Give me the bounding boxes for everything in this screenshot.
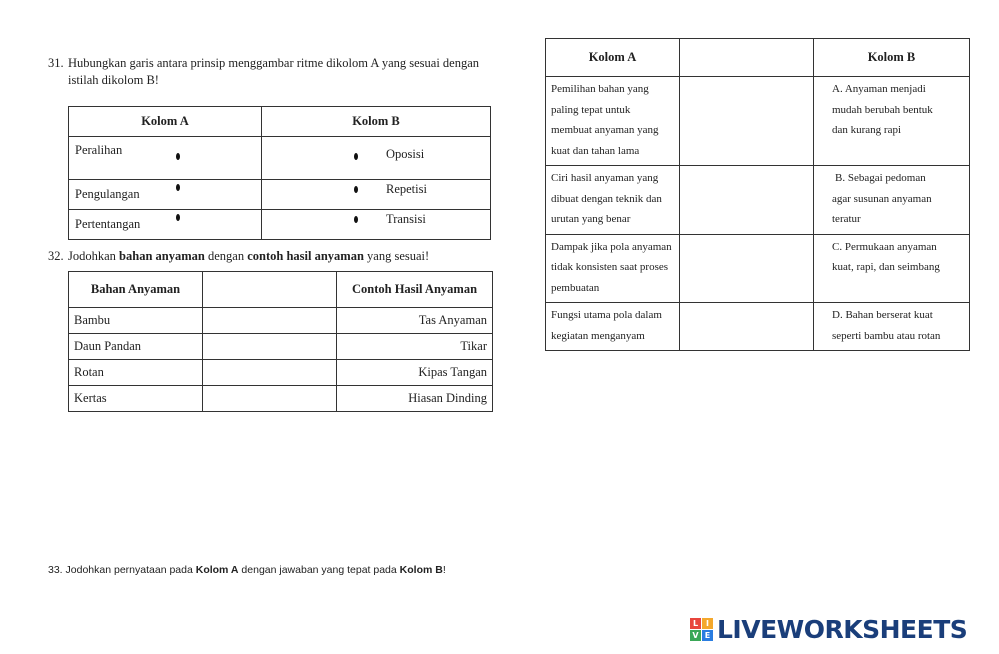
q31-a-match-dot[interactable] [176,184,180,191]
table-row [546,234,970,303]
q31-number: 31. [48,56,64,70]
q33-answer-cell[interactable] [680,77,814,166]
q33-table [545,38,970,351]
q32-answer-cell[interactable] [203,334,337,360]
q32-table [68,271,493,412]
q33-answer-cell[interactable] [680,166,814,235]
q33-statement: Ciri hasil anyaman yang dibuat dengan teknik dan urutan yang benar [546,166,680,235]
q32-answer-cell[interactable] [203,386,337,412]
q31-b-match-dot[interactable] [354,153,358,160]
liveworksheets-logo [690,612,967,646]
table-row [69,180,491,210]
q31-b-item: Transisi [386,212,426,226]
q33-statement: Pemilihan bahan yang paling tepat untuk membuat anyaman yang kuat dan tahan lama [546,77,680,166]
q31-a-item: Pertentangan [75,217,141,231]
logo-text: LIVEWORKSHEETS [717,614,968,644]
q31-header-a: Kolom A [69,107,262,137]
q32-material: Bambu [69,308,203,334]
table-row [69,137,491,180]
q32-header-b: Contoh Hasil Anyaman [337,272,493,308]
table-row [69,360,493,386]
q33-answer-cell[interactable] [680,234,814,303]
q31-b-match-dot[interactable] [354,186,358,193]
q31-a-match-dot[interactable] [176,153,180,160]
q32-answer-header-blank [203,272,337,308]
q32-example: Kipas Tangan [337,360,493,386]
q33-option: C. Permukaan anyaman kuat, rapi, dan seimbang [814,234,970,303]
table-row [69,334,493,360]
q31-b-item: Oposisi [386,147,425,161]
q31-header-b: Kolom B [262,107,491,137]
q33-answer-header-blank [680,39,814,77]
q33-statement: Dampak jika pola anyaman tidak konsisten saat proses pembuatan [546,234,680,303]
q33-statement: Fungsi utama pola dalam kegiatan menganyam [546,303,680,351]
q33-header-a: Kolom A [546,39,680,77]
q32-material: Daun Pandan [69,334,203,360]
q33-answer-cell[interactable] [680,303,814,351]
q31-b-match-dot[interactable] [354,216,358,223]
table-row [69,210,491,240]
q32-number: 32. [48,249,64,263]
q32-example: Tas Anyaman [337,308,493,334]
q32-instruction: Jodohkan bahan anyaman dengan contoh hasil anyaman yang sesuai! [68,249,430,263]
q33-option: A. Anyaman menjadi mudah berubah bentuk dan kurang rapi [814,77,970,166]
q32-answer-cell[interactable] [203,308,337,334]
live-badge-icon: L I V E [690,618,713,641]
q31-b-item: Repetisi [386,182,427,196]
q32-material: Rotan [69,360,203,386]
q31-table [68,106,491,240]
table-row [546,166,970,235]
q31-instruction: Hubungkan garis antara prinsip menggambar ritme dikolom A yang sesuai dengan [68,56,480,70]
q31-instruction-line2: istilah dikolom B! [68,73,159,87]
q33-option: B. Sebagai pedoman agar susunan anyaman teratur [814,166,970,235]
q32-answer-cell[interactable] [203,360,337,386]
table-row [546,303,970,351]
q31-a-item: Peralihan [75,143,123,157]
q32-header-a: Bahan Anyaman [69,272,203,308]
q32-example: Hiasan Dinding [337,386,493,412]
table-row [69,386,493,412]
table-row [69,308,493,334]
table-row [546,77,970,166]
q32-example: Tikar [337,334,493,360]
q33-header-b: Kolom B [814,39,970,77]
q31-a-item: Pengulangan [75,187,140,201]
q31-a-match-dot[interactable] [176,214,180,221]
q32-material: Kertas [69,386,203,412]
q33-option: D. Bahan berserat kuat seperti bambu atau rotan [814,303,970,351]
q33-instruction: 33. Jodohkan pernyataan pada Kolom A dengan jawaban yang tepat pada Kolom B! [48,564,446,576]
